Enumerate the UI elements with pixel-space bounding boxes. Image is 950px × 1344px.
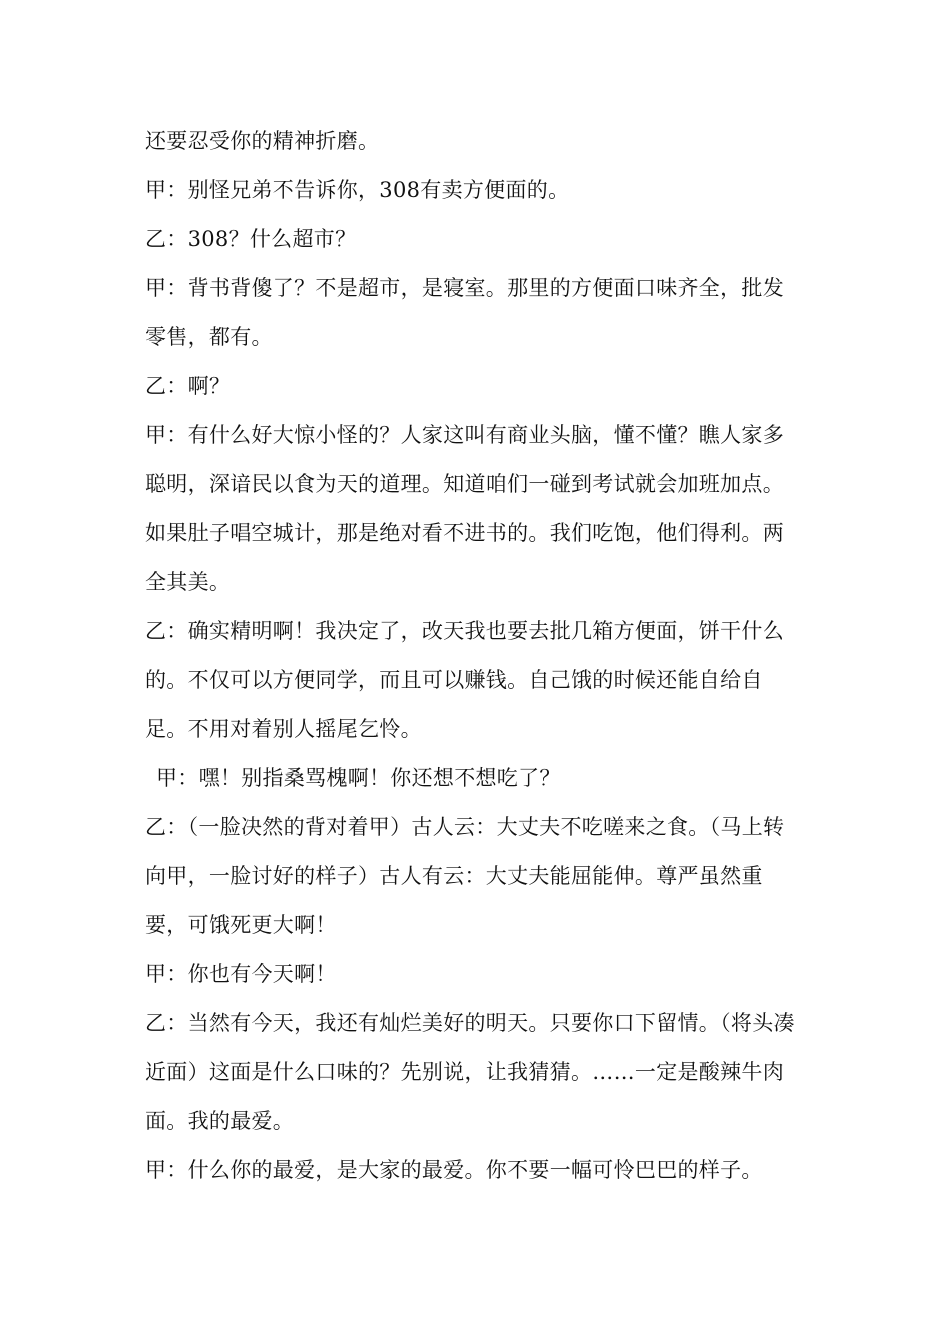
paragraph: 乙：308？什么超市？ — [145, 227, 357, 251]
paragraph: 甲：有什么好大惊小怪的？人家这叫有商业头脑，懂不懂？瞧人家多聪明，深谙民以食为天的道理。知道咱们一碰到考试就会加班加点。如果肚子唱空城计，那是绝对看不进书的。我们吃饱，他们得利。两全其美。 — [145, 423, 784, 594]
paragraph: 甲：嘿！别指桑骂槐啊！你还想不想吃了？ — [156, 766, 561, 790]
paragraph: 甲：背书背傻了？不是超市，是寝室。那里的方便面口味齐全，批发零售，都有。 — [145, 276, 784, 349]
paragraph: 乙：（一脸决然的背对着甲）古人云：大丈夫不吃嗟来之食。（马上转向甲，一脸讨好的样子）古人有云：大丈夫能屈能伸。尊严虽然重要，可饿死更大啊！ — [145, 815, 785, 937]
paragraph: 乙：确实精明啊！我决定了，改天我也要去批几箱方便面，饼干什么的。不仅可以方便同学，而且可以赚钱。自己饿的时候还能自给自足。不用对着别人摇尾乞怜。 — [145, 619, 784, 741]
paragraph: 甲：什么你的最爱，是大家的最爱。你不要一幅可怜巴巴的样子。 — [145, 1158, 763, 1182]
dialogue-body — [145, 117, 800, 1195]
paragraph: 乙：啊？ — [145, 374, 231, 398]
paragraph: 乙：当然有今天，我还有灿烂美好的明天。只要你口下留情。（将头凑近面）这面是什么口味的？先别说，让我猜猜。……一定是酸辣牛肉面。我的最爱。 — [145, 1011, 795, 1133]
paragraph: 甲：你也有今天啊！ — [145, 962, 337, 986]
paragraph: 甲：别怪兄弟不告诉你，308有卖方便面的。 — [145, 178, 570, 202]
paragraph: 还要忍受你的精神折磨。 — [145, 129, 380, 153]
